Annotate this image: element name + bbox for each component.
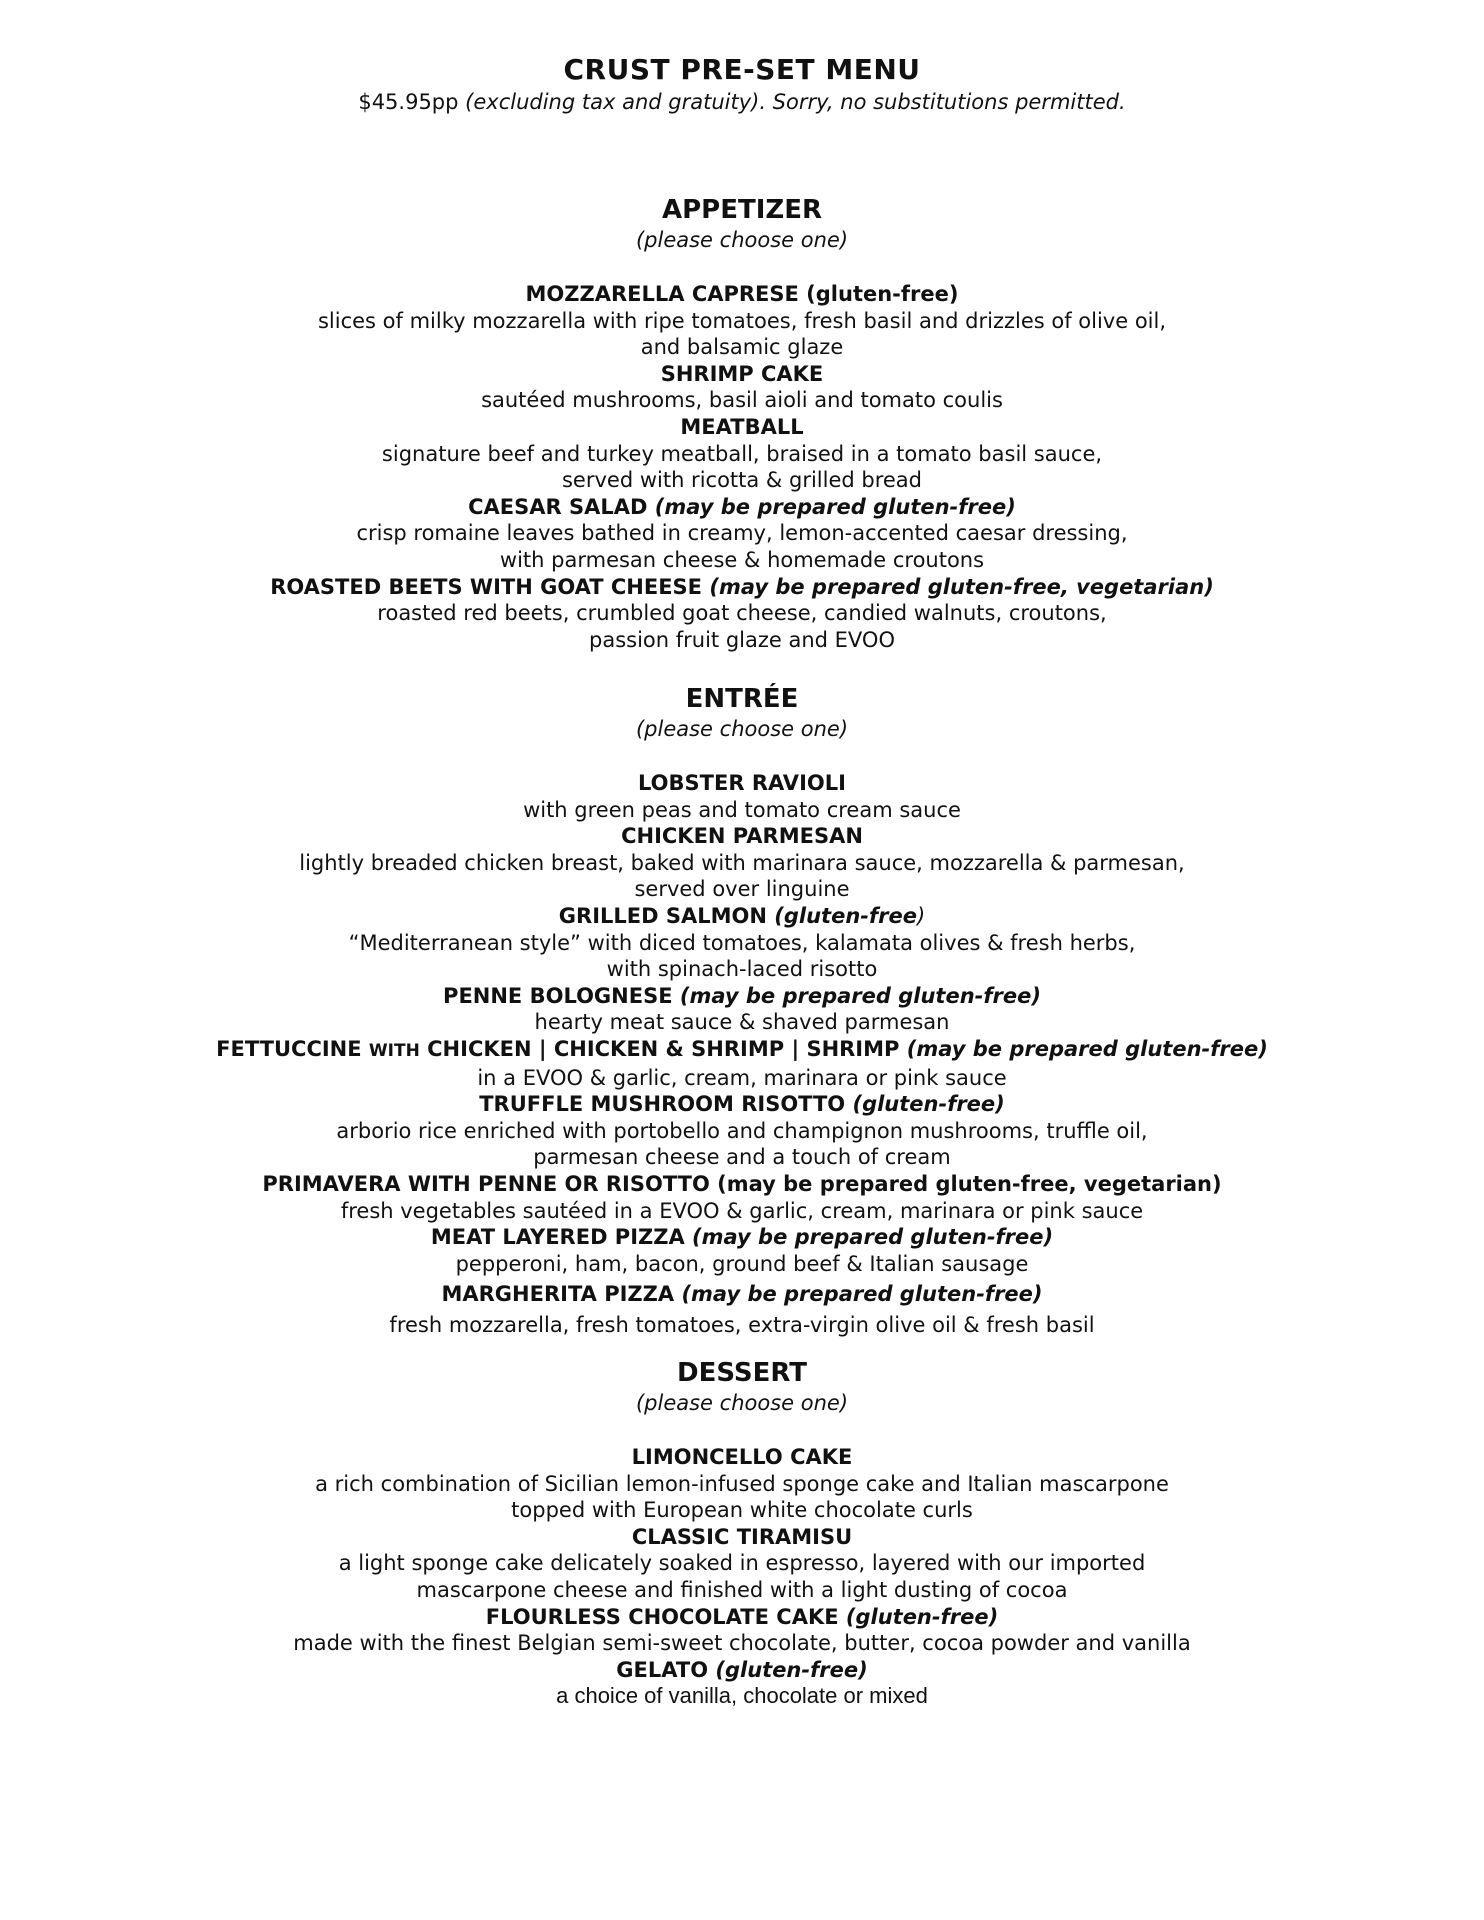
item-name-text: MARGHERITA PIZZA	[441, 1282, 675, 1307]
list-item	[0, 823, 1484, 903]
entree-heading: ENTRÉE	[685, 684, 799, 714]
item-description: parmesan cheese and a touch of cream	[533, 1145, 951, 1170]
menu-title: CRUST PRE-SET MENU	[563, 53, 921, 86]
item-description: slices of milky mozzarella with ripe tomatoes, fresh basil and drizzles of olive oil,	[317, 308, 1167, 333]
item-name-text: MEAT LAYERED PIZZA	[430, 1225, 685, 1250]
item-name	[0, 1091, 1484, 1118]
dessert-section	[0, 1356, 1484, 1710]
item-description: a choice of vanilla, chocolate or mixed	[556, 1683, 928, 1709]
item-name: SHRIMP CAKE	[660, 361, 824, 386]
item-name	[0, 494, 1484, 521]
dessert-heading: DESSERT	[677, 1358, 807, 1388]
item-name: LOBSTER RAVIOLI	[638, 771, 846, 795]
item-description: lightly breaded chicken breast, baked with marinara sauce, mozzarella & parmesan,	[299, 850, 1185, 875]
item-diet-note: (may be prepared gluten-free)	[692, 1225, 1054, 1250]
item-name	[0, 574, 1484, 601]
list-item	[0, 1091, 1484, 1171]
item-name: CHICKEN PARMESAN	[621, 824, 863, 849]
list-item	[0, 1444, 1484, 1524]
item-description: roasted red beets, crumbled goat cheese, candied walnuts, croutons,	[377, 601, 1107, 626]
list-item	[0, 361, 1484, 414]
item-description: signature beef and turkey meatball, braised in a tomato basil sauce,	[381, 441, 1103, 466]
item-description: a rich combination of Sicilian lemon-infused sponge cake and Italian mascarpone	[315, 1471, 1169, 1496]
item-description: hearty meat sauce & shaved parmesan	[534, 1010, 950, 1035]
item-diet-note: (may be prepared gluten-free)	[654, 494, 1016, 519]
menu-price-note: (excluding tax and gratuity). Sorry, no substitutions permitted.	[465, 90, 1126, 114]
item-name-text: GELATO	[616, 1657, 709, 1682]
list-item	[0, 770, 1484, 823]
item-name: MEATBALL	[680, 414, 804, 439]
item-name	[0, 1224, 1484, 1251]
list-item	[0, 281, 1484, 361]
item-description: mascarpone cheese and finished with a light dusting of cocoa	[416, 1577, 1068, 1602]
item-description: “Mediterranean style” with diced tomatoes, kalamata olives & fresh herbs,	[348, 930, 1136, 955]
appetizer-heading: APPETIZER	[661, 195, 823, 225]
item-description: pepperoni, ham, bacon, ground beef & Italian sausage	[455, 1251, 1029, 1276]
item-name	[0, 1036, 1484, 1065]
item-description: served over linguine	[634, 877, 850, 902]
item-name: LIMONCELLO CAKE	[631, 1445, 853, 1469]
item-description: passion fruit glaze and EVOO	[589, 627, 895, 652]
item-description: with parmesan cheese & homemade croutons	[499, 547, 985, 572]
appetizer-items	[0, 281, 1484, 653]
list-item	[0, 983, 1484, 1036]
item-name	[0, 1657, 1484, 1684]
item-description: with spinach-laced risotto	[606, 957, 878, 982]
item-description: in a EVOO & garlic, cream, marinara or pink sauce	[477, 1065, 1007, 1090]
item-name	[0, 983, 1484, 1010]
item-name-text: PENNE BOLOGNESE	[443, 983, 673, 1008]
item-description: sautéed mushrooms, basil aioli and tomato coulis	[481, 388, 1003, 413]
entree-note: (please choose one)	[635, 717, 849, 741]
item-diet-note: (may be prepared gluten-free, vegetarian)	[709, 574, 1214, 599]
item-name-text: TRUFFLE MUSHROOM RISOTTO	[479, 1092, 846, 1117]
item-description: fresh mozzarella, fresh tomatoes, extra-virgin olive oil & fresh basil	[389, 1312, 1095, 1337]
list-item	[0, 414, 1484, 494]
dessert-items	[0, 1444, 1484, 1710]
list-item	[0, 494, 1484, 574]
item-name	[0, 903, 1484, 930]
list-item	[0, 574, 1484, 654]
dessert-note: (please choose one)	[635, 1391, 849, 1415]
item-diet-note: (gluten-free	[774, 903, 917, 928]
item-name-smallcaps: WITH	[368, 1040, 420, 1061]
entree-items	[0, 770, 1484, 1338]
list-item	[0, 1524, 1484, 1604]
item-diet-note: (may be prepared gluten-free)	[906, 1036, 1268, 1061]
list-item	[0, 1281, 1484, 1338]
menu-subtitle	[0, 89, 1484, 115]
entree-section	[0, 682, 1484, 1338]
item-description: a light sponge cake delicately soaked in espresso, layered with our imported	[338, 1551, 1146, 1576]
item-name: PRIMAVERA WITH PENNE OR RISOTTO (may be prepared gluten-free, vegetarian)	[262, 1171, 1222, 1196]
list-item	[0, 1171, 1484, 1224]
item-description: arborio rice enriched with portobello and champignon mushrooms, truffle oil,	[336, 1118, 1148, 1143]
item-name: MOZZARELLA CAPRESE (gluten-free)	[525, 282, 959, 306]
item-description: crisp romaine leaves bathed in creamy, lemon-accented caesar dressing,	[356, 521, 1128, 546]
item-name-text: FLOURLESS CHOCOLATE CAKE	[485, 1604, 839, 1629]
list-item	[0, 1036, 1484, 1091]
list-item	[0, 903, 1484, 983]
item-name-text: ROASTED BEETS WITH GOAT CHEESE	[270, 574, 703, 599]
item-description: served with ricotta & grilled bread	[561, 468, 922, 493]
item-name	[0, 1604, 1484, 1631]
item-name-text: CHICKEN | CHICKEN & SHRIMP | SHRIMP	[419, 1036, 900, 1061]
item-name-text: FETTUCCINE	[216, 1036, 369, 1061]
list-item	[0, 1604, 1484, 1657]
list-item	[0, 1657, 1484, 1710]
list-item	[0, 1224, 1484, 1277]
item-diet-note: (gluten-free)	[715, 1657, 868, 1682]
item-name: CLASSIC TIRAMISU	[631, 1524, 853, 1549]
item-description: fresh vegetables sautéed in a EVOO & garlic, cream, marinara or pink sauce	[340, 1198, 1144, 1223]
item-diet-note-end: )	[916, 903, 926, 928]
menu-price: $45.95pp	[358, 90, 459, 114]
item-name	[0, 1281, 1484, 1308]
appetizer-section	[0, 193, 1484, 653]
appetizer-note: (please choose one)	[635, 228, 849, 252]
item-description: made with the finest Belgian semi-sweet chocolate, butter, cocoa powder and vanilla	[293, 1631, 1191, 1656]
item-name-text: CAESAR SALAD	[468, 494, 648, 519]
item-description: topped with European white chocolate curls	[511, 1498, 973, 1523]
item-description: with green peas and tomato cream sauce	[523, 797, 961, 822]
item-diet-note: (gluten-free)	[852, 1092, 1005, 1117]
item-diet-note: (may be prepared gluten-free)	[681, 1282, 1043, 1307]
item-diet-note: (may be prepared gluten-free)	[679, 983, 1041, 1008]
item-description: and balsamic glaze	[640, 335, 844, 360]
item-name-text: GRILLED SALMON	[558, 903, 767, 928]
item-diet-note: (gluten-free)	[845, 1604, 999, 1629]
